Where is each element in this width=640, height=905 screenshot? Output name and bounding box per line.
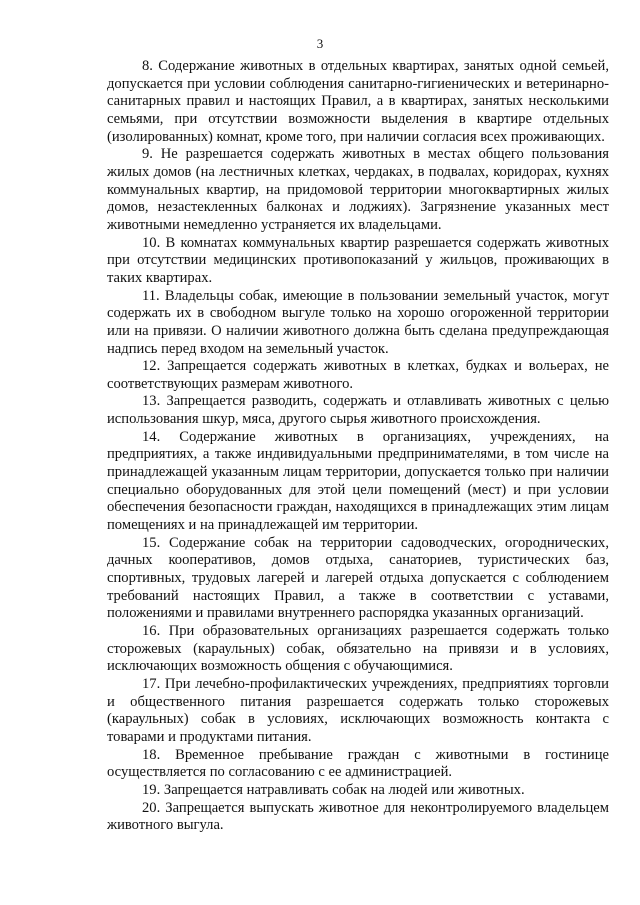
paragraph-16: 16. При образовательных организациях разрешается содержать только сторожевых (караульных) собак, обязательно на привязи и в условиях, исключающих возможность общения с обучающимися. — [107, 623, 609, 675]
paragraph-8: 8. Содержание животных в отдельных квартирах, занятых одной семьей, допускается при условии соблюдения санитарно-гигиенических и ветеринарно-санитарных правил и настоящих Правил, а в квартирах, занятых несколькими семьями, при отсутствии возможности выделения в квартире отдельных (изолированных) комнат, кроме того, при наличии согласия всех проживающих. — [107, 58, 609, 145]
page-number: 3 — [316, 36, 324, 51]
paragraph-18: 18. Временное пребывание граждан с животными в гостинице осуществляется по согласованию с ее администрацией. — [107, 746, 609, 781]
paragraph-15: 15. Содержание собак на территории садоводческих, огороднических, дачных кооперативов, домов отдыха, санаториев, туристических баз, спортивных, трудовых лагерей и лагерей отдыха допускается с соблюдением требований настоящих Правил, а также в соответствии с уставами, положениями и правилами внутреннего распорядка указанных организаций. — [107, 534, 609, 622]
paragraph-17: 17. При лечебно-профилактических учреждениях, предприятиях торговли и общественного питания разрешается содержать только сторожевых (караульных) собак в условиях, исключающих возможность контакта с товарами и продуктами питания. — [107, 675, 609, 745]
paragraph-12: 12. Запрещается содержать животных в клетках, будках и вольерах, не соответствующих размерам животного. — [107, 358, 609, 392]
paragraph-11: 11. Владельцы собак, имеющие в пользовании земельный участок, могут содержать их в свободном выгуле только на хорошо огороженной территории или на привязи. О наличии животного должна быть сделана предупреждающая надпись перед входом на земельный участок. — [107, 287, 609, 357]
paragraph-19: 19. Запрещается натравливать собак на людей или животных. — [142, 781, 525, 798]
paragraph-10: 10. В комнатах коммунальных квартир разрешается содержать животных при отсутствии медицинских противопоказаний у жильцов, проживающих в таких квартирах. — [107, 234, 609, 286]
paragraph-14: 14. Содержание животных в организациях, учреждениях, на предприятиях, а также индивидуальными предпринимателями, в том числе на принадлежащей указанным лицам территории, допускается только при наличии специально оборудованных для этой цели помещений (мест) и при условии обеспечения безопасности граждан, находящихся в принадлежащих этим лицам помещениях и на принадлежащей им территории. — [107, 428, 609, 534]
document-body — [107, 58, 609, 835]
paragraph-9: 9. Не разрешается содержать животных в местах общего пользования жилых домов (на лестничных клетках, чердаках, в подвалах, коридорах, кухнях коммунальных квартир, на придомовой территории многоквартирных жилых домов, незастекленных балконах и лоджиях). Загрязнение указанных мест животными немедленно устраняется их владельцами. — [107, 146, 609, 233]
paragraph-20: 20. Запрещается выпускать животное для неконтролируемого владельцем животного выгула. — [107, 799, 609, 834]
paragraph-13: 13. Запрещается разводить, содержать и отлавливать животных с целью использования шкур, мяса, другого сырья животного происхождения. — [107, 393, 609, 428]
